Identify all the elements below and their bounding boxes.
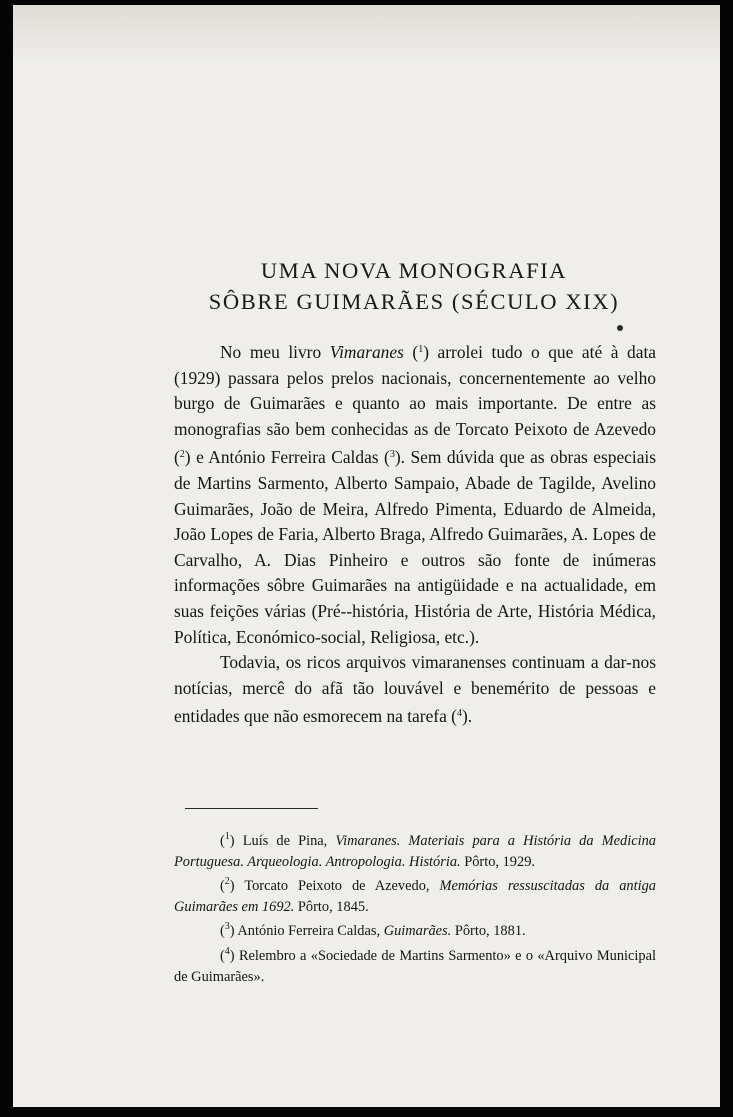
scanned-page — [13, 5, 720, 1107]
footnote-4: ($^4$) Relembro a «Sociedade de Martins Sarmento» e o «Arquivo Municipal de Guimarães». — [174, 945, 657, 985]
p1-text-end: . Sem dúvida que as obras especiais de Martins Sarmento, Alberto Sampaio, Abade de Tagilde, Avelino Guimarães, João de Meira, Alfredo Pimenta, Eduardo de Almeida, João Lopes de Faria, Alberto Braga, Alfredo Guimarães, A. Lopes de Carvalho, A. Dias Pinheiro e outros são fonte de inúmeras informações sôbre Guimarães na antigüidade e na actualidade, em suas feições várias (Pré--história, História de Arte, História Médica, Política, Económico-social, Religiosa, etc.). — [174, 447, 657, 647]
footnote-2-mark: 2 — [224, 876, 230, 888]
body-text — [174, 337, 656, 730]
footnote-2-title: Memórias ressuscitadas da antiga Guimarães em 1692. — [174, 878, 656, 915]
footnote-ref-1: 1 — [418, 344, 424, 355]
p2-text-end: . — [467, 706, 473, 727]
footnote-3-mark: 3 — [224, 921, 230, 933]
footnote-3-text: António Ferreira Caldas, — [237, 923, 381, 940]
p1-text-middle: arrolei tudo o que até à data (1929) passara pelos prelos nacionais, concernentemente ao velho burgo de Guimarães e quanto ao mais importante. De entre as monografias são bem conhecidas as de Torcato Peixoto de Azevedo — [174, 342, 656, 439]
footnotes — [174, 827, 656, 987]
footnote-2: ($^2$) Torcato Peixoto de Azevedo, Memórias ressuscitadas da antiga Guimarães em 1692. Pôrto, 1845. — [174, 876, 656, 915]
footnote-1-end: Pôrto, 1929. — [464, 853, 535, 870]
footnote-3-title: Guimarães. — [383, 923, 452, 940]
footnote-2-text: Torcato Peixoto de Azevedo, — [244, 878, 430, 895]
footnote-3: ($^3$) António Ferreira Caldas, Guimarães. Pôrto, 1881. — [220, 921, 526, 940]
footnote-ref-2: 2 — [179, 449, 185, 461]
footnote-4-text: Relembro a «Sociedade de Martins Sarmento» e o «Arquivo Municipal de Guimarães». — [174, 947, 657, 985]
footnote-2-end: Pôrto, 1845. — [297, 898, 369, 915]
p1-text-middle-2: e António Ferreira Caldas — [196, 447, 379, 468]
footnote-1: ($^1$) Luís de Pina, Vimaranes. Materiais para a História da Medicina Portuguesa. Arqueologia. Antropologia. História. Pôrto, 1929. — [174, 831, 657, 870]
footnote-4-mark: 4 — [224, 945, 230, 957]
footnote-3-end: Pôrto, 1881. — [454, 923, 526, 940]
footnote-separator — [185, 808, 318, 809]
paragraph-2: Todavia, os ricos arquivos vimaranenses continuam a dar-nos notícias, mercê do afã tão louvável e benemérito de pessoas e entidades que não esmorecem na tarefa ($^4$). — [174, 652, 656, 727]
book-title: Vimaranes — [329, 342, 404, 362]
p2-text: Todavia, os ricos arquivos vimaranenses continuam a dar-nos notícias, mercê do afã tão louvável e benemérito de pessoas e entidades que não esmorecem na tarefa — [174, 652, 656, 727]
page-top-shading — [13, 5, 720, 65]
ink-dot — [617, 325, 623, 331]
title-line-2: SÔBRE GUIMARÃES (SÉCULO XIX) — [208, 289, 620, 314]
footnote-ref-4: 4 — [456, 708, 462, 720]
footnote-1-text: Luís de Pina, — [242, 833, 328, 849]
p1-text-start: No meu livro — [220, 342, 322, 362]
footnote-1-mark: 1 — [224, 831, 230, 842]
footnote-1-title: Vimaranes. Materiais para a História da Medicina Portuguesa. Arqueologia. Antropologia. História. — [174, 833, 657, 870]
footnote-ref-3: 3 — [389, 449, 395, 461]
paragraph-1: No meu livro Vimaranes ($^1$) arrolei tudo o que até à data (1929) passara pelos prelos nacionais, concernentemente ao velho burgo de Guimarães e quanto ao mais importante. De entre as monografias são bem conhecidas as de Torcato Peixoto de Azevedo ($^2$) e António Ferreira Caldas ($^3$). Sem dúvida que as obras especiais de Martins Sarmento, Alberto Sampaio, Abade de Tagilde, Avelino Guimarães, João de Meira, Alfredo Pimenta, Eduardo de Almeida, João Lopes de Faria, Alberto Braga, Alfredo Guimarães, A. Lopes de Carvalho, A. Dias Pinheiro e outros são fonte de inúmeras informações sôbre Guimarães na antigüidade e na actualidade, em suas feições várias (Pré--história, História de Arte, História Médica, Política, Económico-social, Religiosa, etc.). — [174, 342, 657, 647]
title-line-1: UMA NOVA MONOGRAFIA — [260, 258, 568, 283]
